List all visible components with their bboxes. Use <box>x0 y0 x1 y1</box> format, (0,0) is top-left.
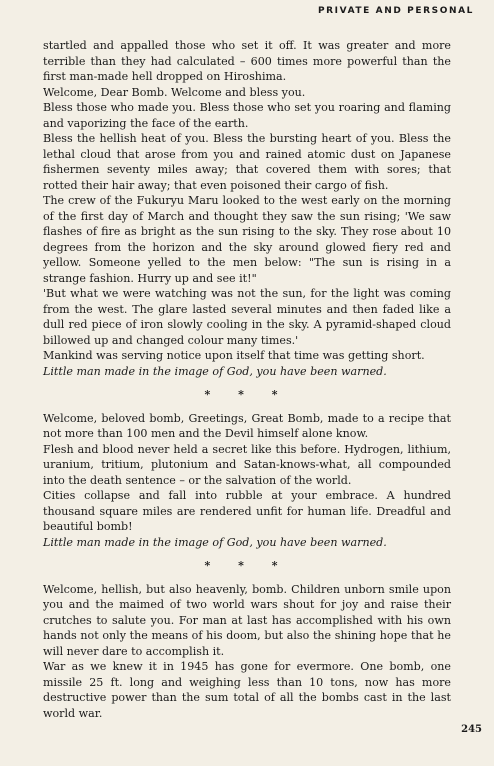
section-break: * * * <box>204 559 290 572</box>
refrain-line: Little man made in the image of God, you have been warned. <box>43 364 387 378</box>
paragraph: Bless those who made you. Bless those who set you roaring and flaming and vaporizing the face of the earth. <box>43 101 451 130</box>
paragraph: Bless the hellish heat of you. Bless the bursting heart of you. Bless the lethal cloud that arose from you and rained atomic dust on Japanese fishermen seventy miles away; that covered them with sores; that rotted their hair away; that even poisoned their cargo of fish. <box>43 132 451 192</box>
paragraph: Flesh and blood never held a secret like this before. Hydrogen, lithium, uranium, tritium, plutonium and Satan-knows-what, all compounded into the death sentence – or the salvation of the world. <box>43 442 451 487</box>
page-body <box>43 38 451 721</box>
running-head: PRIVATE AND PERSONAL <box>317 6 474 16</box>
paragraph: War as we knew it in 1945 has gone for evermore. One bomb, one missile 25 ft. long and weighing less than 10 tons, now has more destructive power than the sum total of all the bombs cast in the last world war. <box>43 660 451 720</box>
page-number: 245 <box>461 724 482 735</box>
paragraph: startled and appalled those who set it off. It was greater and more terrible than they had calculated – 600 times more powerful than the first man-made hell dropped on Hiroshima. <box>43 39 451 83</box>
paragraph: 'But what we were watching was not the sun, for the light was coming from the west. The glare lasted several minutes and then faded like a dull red piece of iron slowly cooling in the sky. A pyramid-shaped cloud billowed up and changed colour many times.' <box>43 287 451 347</box>
paragraph: Cities collapse and fall into rubble at your embrace. A hundred thousand square miles are rendered unfit for human life. Dreadful and beautiful bomb! <box>43 489 451 533</box>
refrain-line: Little man made in the image of God, you have been warned. <box>43 535 387 549</box>
paragraph: Welcome, Dear Bomb. Welcome and bless you. <box>43 85 306 99</box>
paragraph: Mankind was serving notice upon itself that time was getting short. <box>43 349 425 362</box>
paragraph: The crew of the Fukuryu Maru looked to the west early on the morning of the first day of March and thought they saw the sun rising; 'We saw flashes of fire as bright as the sun rising to the sky. They rose about 10 degrees from the horizon and the sky around glowed fiery red and yellow. Someone yelled to the men below: "The sun is rising in a strange fashion. Hurry up and see it!" <box>43 194 451 285</box>
section-break: * * * <box>204 388 290 401</box>
paragraph: Welcome, beloved bomb, Greetings, Great Bomb, made to a recipe that not more than 100 men and the Devil himself alone know. <box>43 411 451 440</box>
paragraph: Welcome, hellish, but also heavenly, bomb. Children unborn smile upon you and the maimed of two world wars shout for joy and raise their crutches to salute you. For man at last has accomplished with his own hands not only the means of his doom, but also the shining hope that he will never dare to accomplish it. <box>43 582 451 658</box>
